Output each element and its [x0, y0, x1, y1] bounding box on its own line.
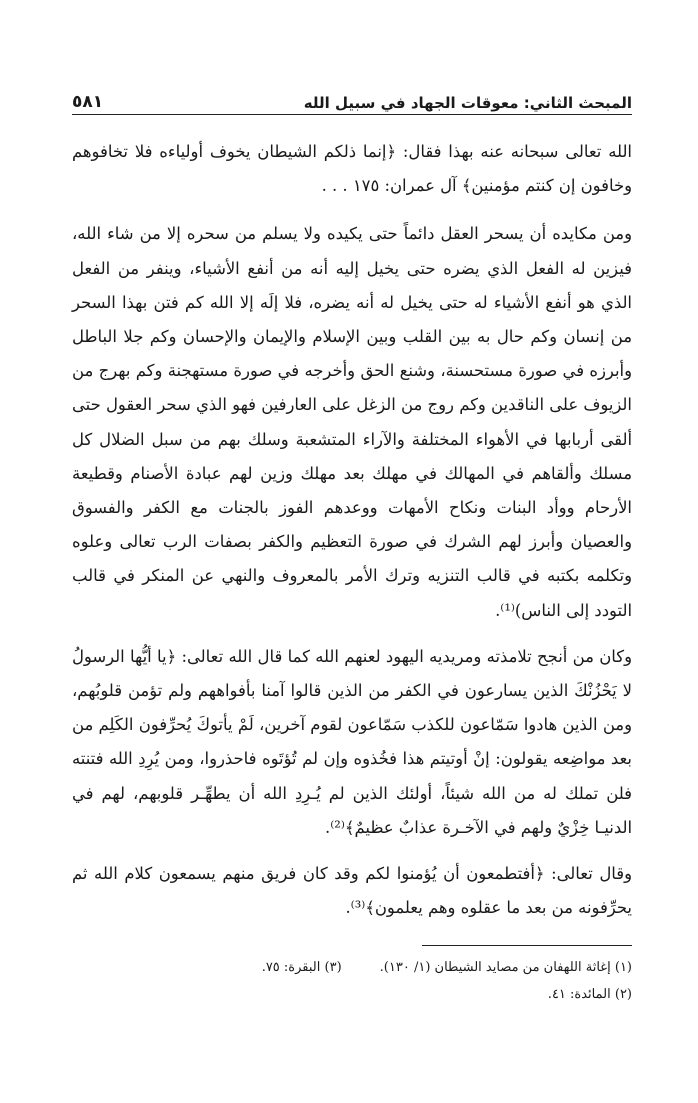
footnote-row [72, 981, 632, 1008]
footnote-3: (٣) البقرة: ٧٥. [261, 960, 342, 976]
footnote-2: (٢) المائدة: ٤١. [547, 987, 632, 1003]
footnote-row [72, 954, 632, 981]
book-page [72, 82, 632, 1008]
page-number: ٥٨١ [72, 92, 104, 112]
paragraph-4: وقال تعالى: ﴿أفتطمعون أن يُؤمنوا لكم وقد كان فريق منهم يسمعون كلام الله ثم يحرِّفونه من بعد ما عقلوه وهم يعلمون﴾⁽³⁾. [72, 864, 632, 918]
footnotes [72, 954, 632, 1008]
paragraph-2: ومن مكايده أن يسحر العقل دائماً حتى يكيده ولا يسلم من سحره إلا من شاء الله، فيزين له الفعل الذي يضره حتى يخيل إليه أنه من أنفع الأشياء، وينفر من الفعل الذي هو أنفع الأشياء له حتى يخيل له أنه يضره، فلا إلَه إلا الله كم فتن بهذا السحر من إنسان وكم حال به بين القلب وبين الإسلام والإيمان والإحسان وكم جلا الباطل وأبرزه في صورة مستحسنة، وشنع الحق وأخرجه في صورة مستهجنة وكم بهرج من الزيوف على الناقدين وكم روج من الزغل على العارفين فهو الذي سحر العقول حتى ألقى أربابها في الأهواء المختلفة والآراء المتشعبة وسلك بهم من سبل الضلال كل مسلك وألقاهم في المهالك في مهلك بعد مهلك وزين لهم عبادة الأصنام وقطيعة الأرحام ووأد البنات ونكاح الأمهات ووعدهم الفوز بالجنات مع الكفر والفسوق والعصيان وأبرز لهم الشرك في صورة التعظيم والكفر بصفات الرب تعالى وعلوه وتكلمه بكتبه في قالب التنزيه وترك الأمر بالمعروف والنهي عن المنكر في قالب التودد إلى الناس)⁽¹⁾. [72, 224, 632, 620]
footnote-divider [422, 945, 632, 946]
footnote-1: (١) إغاثة اللهفان من مصايد الشيطان (١/ ١٣٠). [379, 960, 632, 976]
main-text [72, 135, 632, 925]
running-title: المبحث الثاني: معوقات الجهاد في سبيل الله [303, 94, 632, 112]
page-header [72, 82, 632, 115]
paragraph-3: وكان من أنجح تلامذته ومريديه اليهود لعنهم الله كما قال الله تعالى: ﴿يا أيُّها الرسولُ لا يَحْزُنْكَ الذين يسارعون في الكفر من الذين قالوا آمنا بأفواههم ولم تؤمن قلوبُهم، ومن الذين هادوا سَمّاعون للكذب سَمّاعون لقوم آخرين، لَمْ يأتوكَ يُحرِّفون الكَلِم من بعد مواضِعه يقولون: إنْ أوتيتم هذا فخُذوه وإن لم تُؤتَوه فاحذروا، ومن يُرِدِ الله فتنته فلن تملك له من الله شيئاً، أولئك الذين لم يُـرِدِ الله أن يطهِّـر قلوبهم، لهم في الدنيـا خِزْيٌ ولهم في الآخـرة عذابٌ عظيمٌ﴾⁽²⁾. [72, 646, 632, 837]
paragraph-1: الله تعالى سبحانه عنه بهذا فقال: ﴿إنما ذلكم الشيطان يخوف أولياءه فلا تخافوهم وخافون إن كنتم مؤمنين﴾ آل عمران: ١٧٥ . . . [72, 142, 632, 196]
